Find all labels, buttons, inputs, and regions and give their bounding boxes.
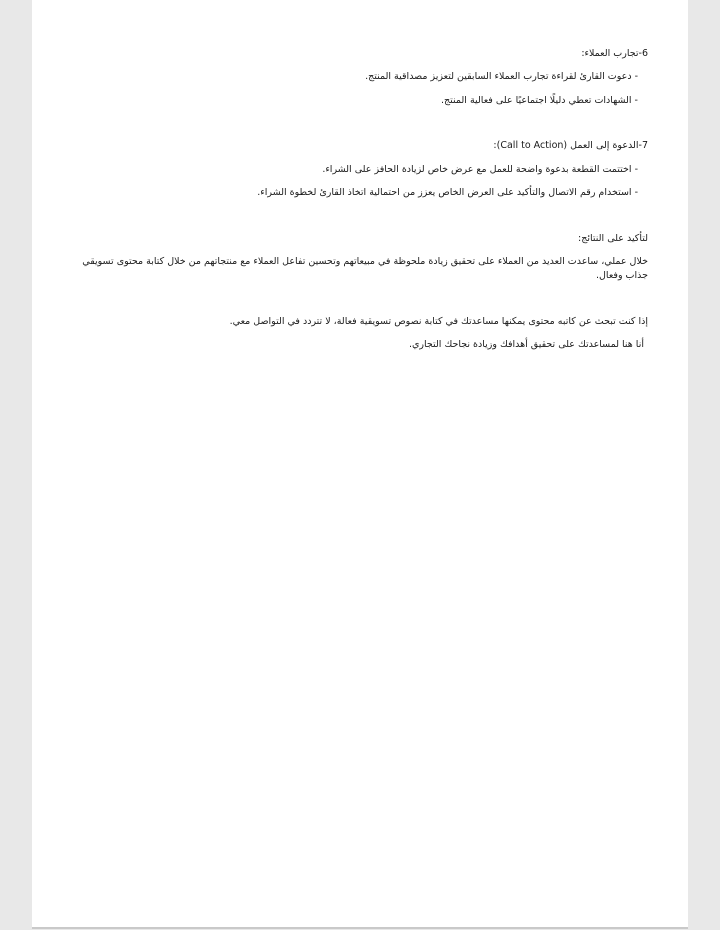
section-6-item-1: - دعوت القارئ لقراءة تجارب العملاء السابقين لتعزيز مصداقية المنتج. [365,71,638,82]
section-7-item-1: - اختتمت القطعة بدعوة واضحة للعمل مع عرض خاص لزيادة الحافز على الشراء. [322,164,638,175]
section-7-heading: 7-الدعوة إلى العمل (Call to Action): [493,140,648,151]
section-6-heading: 6-تجارب العملاء: [581,48,648,59]
closing-line-2: أنا هنا لمساعدتك على تحقيق أهدافك وزيادة نجاحك التجاري. [408,339,644,350]
closing-line-1: إذا كنت تبحث عن كاتبه محتوى يمكنها مساعدتك في كتابة نصوص تسويقية فعالة، لا تتردد في التواصل معي. [229,316,648,327]
section-7-item-2: - استخدام رقم الاتصال والتأكيد على العرض الخاص يعزز من احتمالية اتخاذ القارئ لخطوة الشراء. [257,187,638,198]
section-6-item-2: - الشهادات تعطي دليلًا اجتماعيًا على فعالية المنتج. [441,95,638,106]
document-page [32,0,688,929]
results-heading: لتأكيد على النتائج: [578,233,648,244]
results-body: خلال عملي، ساعدت العديد من العملاء على تحقيق زيادة ملحوظة في مبيعاتهم وتحسين تفاعل العملاء مع منتجاتهم من خلال كتابة محتوى تسويقي جذاب وفعال. [82,256,648,281]
